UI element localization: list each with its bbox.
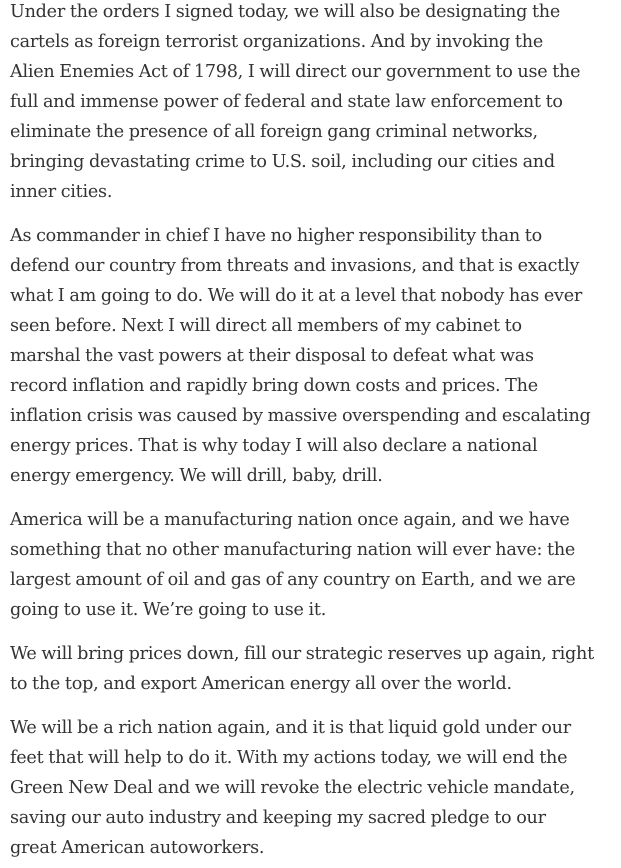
text-line: We will be a rich nation again, and it is that liquid gold under our <box>10 718 571 738</box>
paragraph-cartels <box>10 0 611 207</box>
text-line: eliminate the presence of all foreign gang criminal networks, <box>10 122 538 142</box>
text-line: energy prices. That is why today I will also declare a national <box>10 436 538 456</box>
paragraph-manufacturing <box>10 505 611 625</box>
text-line: something that no other manufacturing nation will ever have: the <box>10 540 576 560</box>
text-line: saving our auto industry and keeping my sacred pledge to our <box>10 808 546 828</box>
text-line: record inflation and rapidly bring down costs and prices. The <box>10 376 538 396</box>
text-line: defend our country from threats and invasions, and that is exactly <box>10 256 580 276</box>
text-line: feet that will help to do it. With my actions today, we will end the <box>10 748 568 768</box>
text-line: largest amount of oil and gas of any country on Earth, and we are <box>10 570 576 590</box>
text-line: Under the orders I signed today, we will also be designating the <box>10 2 561 22</box>
text-line: As commander in chief I have no higher responsibility than to <box>10 226 542 246</box>
text-line: cartels as foreign terrorist organizations. And by invoking the <box>10 32 543 52</box>
text-line: We will bring prices down, fill our strategic reserves up again, right <box>10 644 594 664</box>
text-line: great American autoworkers. <box>10 838 265 858</box>
paragraph-rich-nation <box>10 713 611 863</box>
text-line: to the top, and export American energy all over the world. <box>10 674 512 694</box>
text-line: what I am going to do. We will do it at a level that nobody has ever <box>10 286 583 306</box>
text-line: bringing devastating crime to U.S. soil, including our cities and <box>10 152 555 172</box>
text-line: inflation crisis was caused by massive overspending and escalating <box>10 406 591 426</box>
text-line: America will be a manufacturing nation once again, and we have <box>10 510 570 530</box>
text-line: Green New Deal and we will revoke the electric vehicle mandate, <box>10 778 575 798</box>
text-line: full and immense power of federal and state law enforcement to <box>10 92 563 112</box>
text-line: marshal the vast powers at their disposal to defeat what was <box>10 346 534 366</box>
text-line: going to use it. We’re going to use it. <box>10 600 327 620</box>
text-line: Alien Enemies Act of 1798, I will direct our government to use the <box>10 62 581 82</box>
text-line: inner cities. <box>10 182 113 202</box>
text-line: energy emergency. We will drill, baby, drill. <box>10 466 383 486</box>
paragraph-commander <box>10 221 611 491</box>
paragraph-prices <box>10 639 611 699</box>
text-line: seen before. Next I will direct all members of my cabinet to <box>10 316 522 336</box>
